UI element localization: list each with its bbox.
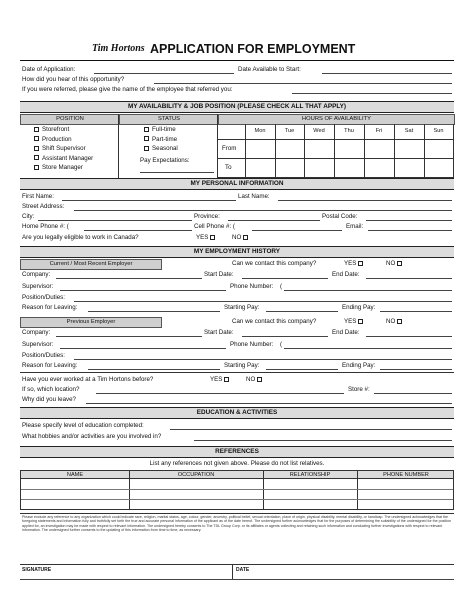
checkbox-icon[interactable] [34,155,39,160]
date-label: DATE [236,567,250,573]
phone-paren-2: ( [280,341,283,348]
street-label: Street Address: [22,203,65,210]
grid-rule [218,139,453,140]
supervisor-label-2: Supervisor: [22,341,54,348]
day-thu: Thu [344,128,354,134]
yes-label: YES [210,376,223,383]
pay-expectations-field[interactable] [140,172,214,173]
day-sat: Sat [404,128,414,134]
tim-hortons-logo: Tim Hortons [92,43,145,54]
signature-label: SIGNATURE [22,567,52,573]
position-option[interactable]: Production [34,136,93,146]
phone-number-field[interactable] [284,290,452,291]
eligible-label: Are you legally eligible to work in Canada? [22,234,139,241]
divider [217,114,218,178]
first-name-field[interactable] [62,200,236,201]
cell-phone-field[interactable] [252,230,342,231]
company-field[interactable] [56,278,202,279]
header-rule [20,60,454,61]
phone-number-label-2: Phone Number: [230,341,274,348]
checkbox-icon[interactable] [243,235,248,240]
grid-rule [21,489,453,490]
starting-pay-field[interactable] [266,311,338,312]
grid-rule [263,471,264,510]
checkbox-icon[interactable] [358,261,363,266]
grid-rule [129,471,130,510]
no-label: NO [246,376,256,383]
date-of-application-label: Date of Application: [22,66,76,73]
ending-pay-label-2: Ending Pay: [342,362,376,369]
start-date-field-2[interactable] [242,336,328,337]
ref-col-phone: PHONE NUMBER [383,471,429,478]
checkbox-icon[interactable] [34,127,39,132]
email-label: Email: [346,223,364,230]
to-label: To [225,164,232,171]
day-wed: Wed [313,128,325,134]
date-available-field[interactable] [322,73,452,74]
yes-label: YES [344,318,357,325]
starting-pay-label: Starting Pay: [224,304,260,311]
phone-number-field-2[interactable] [284,348,452,349]
reason-leaving-field-2[interactable] [88,369,220,370]
contact-yes-option[interactable] [344,260,366,267]
date-available-label: Date Available to Start: [238,66,301,73]
divider [232,564,233,580]
form-title: APPLICATION FOR EMPLOYMENT [150,42,356,56]
referred-field[interactable] [292,93,452,94]
availability-section-header: MY AVAILABILITY & JOB POSITION (PLEASE CHECK ALL THAT APPLY) [20,101,454,113]
first-name-label: First Name: [22,193,54,200]
checkbox-icon[interactable] [144,146,149,151]
checkbox-icon[interactable] [144,136,149,141]
position-option[interactable]: Store Manager [34,164,93,174]
checkbox-icon[interactable] [358,319,363,324]
ref-col-name: NAME [66,471,84,478]
ending-pay-label: Ending Pay: [342,304,376,311]
status-option[interactable]: Full-time [144,126,178,136]
supervisor-label: Supervisor: [22,283,54,290]
last-name-label: Last Name: [238,193,270,200]
city-field[interactable] [38,220,192,221]
education-level-label: Please specify level of education completed: [22,422,144,429]
why-left-field[interactable] [86,403,452,404]
yes-label: YES [196,234,209,241]
position-list [34,126,93,174]
references-section-header: REFERENCES [20,446,454,458]
position-option[interactable]: Shift Supervisor [34,145,93,155]
disclaimer-text: Please exclude any reference to any organization which could indicate race, religion, marital status, age, colour, gender, ancestry, political belief, sexual orientation, place of origin, physical disability, mental disability, or handicap. The undersigned acknowledges that the foregoing statements and information fully and truthfully set forth the true and accurate personal information of the applicant as of the date hereof. The undersigned further acknowledges that for the purposes of determining the suitability of the undersigned for the position applied for, an investigation may be made with respect to relevant information. The undersigned hereby consents to The TDL Group Corp. or its affiliates or agents collecting and retaining such information and conducting further investigations with respect to relevant information. The undersigned further consents to the updating of this information from time to time, as necessary. [22,515,452,532]
day-sun: Sun [433,128,444,134]
checkbox-icon[interactable] [34,165,39,170]
status-list [144,126,178,155]
position-duties-field[interactable] [74,301,452,302]
how-hear-label: How did you hear of this opportunity? [22,76,125,83]
cell-phone-label: Cell Phone #: ( [194,223,235,230]
pay-expectations-label: Pay Expectations: [140,157,190,164]
store-number-label: Store #: [348,386,370,393]
start-date-label-2: Start Date: [204,329,234,336]
end-date-label: End Date: [332,271,360,278]
status-option[interactable]: Part-time [144,136,178,146]
eligible-yes-option[interactable] [196,234,218,241]
supervisor-field-2[interactable] [60,348,226,349]
checkbox-icon[interactable] [144,127,149,132]
hobbies-label: What hobbies and/or activities are you involved in? [22,433,162,440]
company-label-2: Company: [22,329,51,336]
company-field-2[interactable] [56,336,202,337]
current-employer-label: Current / Most Recent Employer [20,259,162,270]
why-left-label: Why did you leave? [22,396,76,403]
end-date-label-2: End Date: [332,329,360,336]
day-fri: Fri [375,128,383,134]
postal-field[interactable] [366,220,452,221]
checkbox-icon[interactable] [257,377,262,382]
signature-field[interactable] [20,579,454,580]
checkbox-icon[interactable] [397,319,402,324]
checkbox-icon[interactable] [397,261,402,266]
can-contact-label-2: Can we contact this company? [232,318,317,325]
city-label: City: [22,213,35,220]
references-table [20,470,454,510]
references-instruction: List any references not given above. Please do not list relatives. [149,460,325,467]
no-label: NO [386,318,396,325]
eligible-no-option[interactable] [232,234,251,241]
street-field[interactable] [74,210,452,211]
reason-leaving-label-2: Reason for Leaving: [22,362,78,369]
phone-number-label: Phone Number: [230,283,274,290]
yes-label: YES [344,260,357,267]
store-number-field[interactable] [374,393,452,394]
worked-no-option[interactable] [246,376,265,383]
starting-pay-label-2: Starting Pay: [224,362,260,369]
start-date-label: Start Date: [204,271,234,278]
position-duties-label-2: Position/Duties: [22,352,65,359]
hobbies-field[interactable] [194,440,452,441]
contact-no-option[interactable] [386,260,405,267]
email-field[interactable] [368,230,452,231]
employment-section-header: MY EMPLOYMENT HISTORY [20,246,454,258]
contact-yes-option-2[interactable] [344,318,366,325]
divider [20,564,454,565]
position-duties-label: Position/Duties: [22,294,65,301]
day-tue: Tue [284,128,295,134]
ending-pay-field-2[interactable] [380,369,452,370]
end-date-field[interactable] [366,278,452,279]
position-option[interactable]: Assistant Manager [34,155,93,165]
postal-label: Postal Code: [322,213,358,220]
hours-header: HOURS OF AVAILABILITY [218,114,455,125]
how-hear-field[interactable] [154,83,452,84]
no-label: NO [232,234,242,241]
position-option[interactable]: Storefront [34,126,93,136]
province-field[interactable] [228,220,320,221]
education-level-field[interactable] [170,429,452,430]
no-label: NO [386,260,396,267]
divider [118,114,119,178]
last-name-field[interactable] [278,200,452,201]
ref-col-occupation: OCCUPATION [177,471,215,478]
start-date-field[interactable] [242,278,328,279]
previous-employer-label: Previous Employer [20,317,162,328]
ending-pay-field[interactable] [380,311,452,312]
status-option[interactable]: Seasonal [144,145,178,155]
province-label: Province: [194,213,220,220]
date-of-application-field[interactable] [94,73,234,74]
day-mon: Mon [254,128,266,134]
which-location-label: If so, which location? [22,386,80,393]
ref-col-relationship: RELATIONSHIP [289,471,331,478]
status-header: STATUS [119,114,219,125]
starting-pay-field-2[interactable] [266,369,338,370]
referred-label: If you were referred, please give the name of the employee that referred you: [22,86,233,93]
reason-leaving-field[interactable] [88,311,220,312]
grid-rule [357,471,358,510]
which-location-field[interactable] [96,393,344,394]
contact-no-option-2[interactable] [386,318,405,325]
education-section-header: EDUCATION & ACTIVITIES [20,407,454,419]
can-contact-label: Can we contact this company? [232,260,317,267]
grid-rule [453,124,454,178]
reason-leaving-label: Reason for Leaving: [22,304,78,311]
end-date-field-2[interactable] [366,336,452,337]
worked-yes-option[interactable] [210,376,232,383]
home-phone-label: Home Phone #: ( [22,223,69,230]
divider [20,513,454,514]
worked-before-label: Have you ever worked at a Tim Hortons before? [22,376,154,383]
personal-section-header: MY PERSONAL INFORMATION [20,178,454,190]
company-label: Company: [22,271,51,278]
checkbox-icon[interactable] [210,235,215,240]
checkbox-icon[interactable] [34,146,39,151]
divider [20,372,454,373]
position-header: POSITION [20,114,120,125]
grid-rule [218,158,453,159]
checkbox-icon[interactable] [224,377,229,382]
checkbox-icon[interactable] [34,136,39,141]
position-duties-field-2[interactable] [74,359,452,360]
grid-rule [21,499,453,500]
from-label: From [222,145,237,152]
phone-paren: ( [280,283,283,290]
supervisor-field[interactable] [60,290,226,291]
home-phone-field[interactable] [84,230,192,231]
